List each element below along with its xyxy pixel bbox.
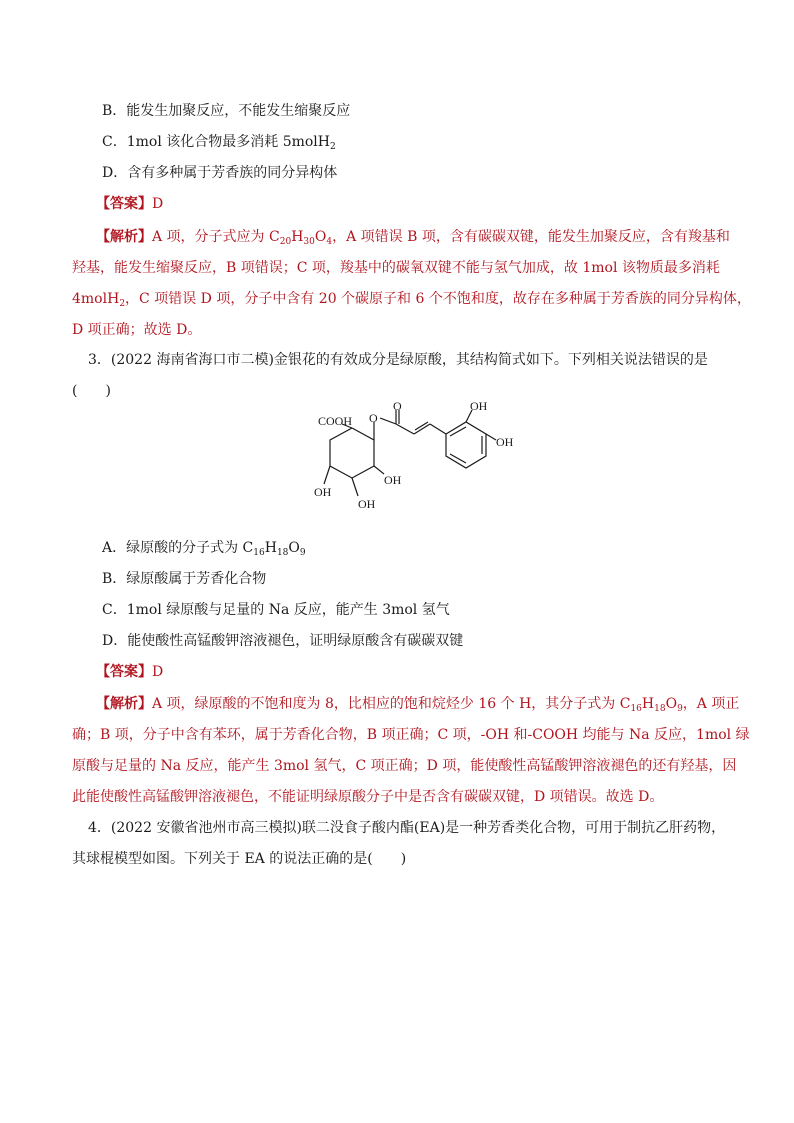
q3-option-a: A．绿原酸的分子式为 $C_{16}H_{18}O_9$ bbox=[102, 540, 306, 558]
q3-analysis-line-3: 原酸与足量的 Na 反应，能产生 3mol 氢气，C 项正确；D 项，能使酸性高锰酸钾溶液褪色的还有羟基，因 bbox=[72, 758, 737, 774]
struct-ester-o-label: O bbox=[369, 411, 378, 425]
struct-oh-ring-label: OH bbox=[384, 473, 402, 487]
chlorogenic-acid-structure bbox=[300, 402, 520, 532]
cyclohexane-ring bbox=[330, 428, 374, 478]
q2-analysis-line-3: 4molH$_2$，C 项错误 D 项，分子中含有 20 个碳原子和 6 个不饱和度，故存在多种属于芳香族的同分异构体， bbox=[72, 291, 751, 309]
q3-analysis-line-4: 此能使酸性高锰酸钾溶液褪色，不能证明绿原酸分子中是否含有碳碳双键，D 项错误。故选 D。 bbox=[72, 789, 664, 805]
q4-stem-line-2: 其球棍模型如图。下列关于 EA 的说法正确的是( ) bbox=[72, 851, 407, 867]
benzene-ring bbox=[446, 422, 486, 468]
q3-analysis-line-1: 【解析】A 项，绿原酸的不饱和度为 8，比相应的饱和烷烃少 16 个 H，其分子式为 $C_{16}H_{18}O_9$，A 项正 bbox=[96, 696, 740, 714]
q3-option-d: D．能使酸性高锰酸钾溶液褪色，证明绿原酸含有碳碳双键 bbox=[102, 633, 464, 649]
q3-stem-line-1: 3．(2022 海南省海口市二模)金银花的有效成分是绿原酸，其结构简式如下。下列相关说法错误的是 bbox=[88, 352, 708, 368]
q2-option-d: D．含有多种属于芳香族的同分异构体 bbox=[102, 165, 338, 181]
q3-analysis-line-2: 确；B 项，分子中含有苯环，属于芳香化合物，B 项正确；C 项，-OH 和-COOH 均能与 Na 反应，1mol 绿 bbox=[72, 727, 750, 743]
struct-oh-left-label: OH bbox=[314, 485, 332, 499]
q3-option-c: C．1mol 绿原酸与足量的 Na 反应，能产生 3mol 氢气 bbox=[102, 602, 450, 618]
q2-answer: 【答案】D bbox=[96, 196, 164, 212]
struct-oh-top-label: OH bbox=[470, 402, 488, 413]
q2-analysis-line-2: 羟基，能发生缩聚反应，B 项错误；C 项，羧基中的碳氧双键不能与氢气加成，故 1mol 该物质最多消耗 bbox=[72, 260, 720, 276]
struct-carbonyl-o-label: O bbox=[393, 402, 402, 413]
struct-oh-bottom-label: OH bbox=[358, 497, 376, 511]
q3-answer: 【答案】D bbox=[96, 664, 164, 680]
q3-option-b: B．绿原酸属于芳香化合物 bbox=[102, 571, 267, 587]
q2-analysis-line-4: D 项正确；故选 D。 bbox=[72, 322, 202, 338]
q2-analysis-line-1: 【解析】A 项，分子式应为 $C_{20}H_{30}O_4$，A 项错误 B 项，含有碳碳双键，能发生加聚反应，含有羧基和 bbox=[96, 229, 730, 247]
q2-option-c: C．1mol 该化合物最多消耗 5molH$_2$ bbox=[102, 134, 336, 152]
struct-cooh-label: COOH bbox=[318, 414, 353, 428]
q4-stem-line-1: 4．(2022 安徽省池州市高三模拟)联二没食子酸内酯(EA)是一种芳香类化合物，可用于制抗乙肝药物， bbox=[88, 820, 726, 836]
q3-stem-line-2: ( ) bbox=[72, 383, 111, 399]
q2-option-b: B．能发生加聚反应，不能发生缩聚反应 bbox=[102, 103, 351, 119]
struct-oh-right-label: OH bbox=[496, 435, 514, 449]
